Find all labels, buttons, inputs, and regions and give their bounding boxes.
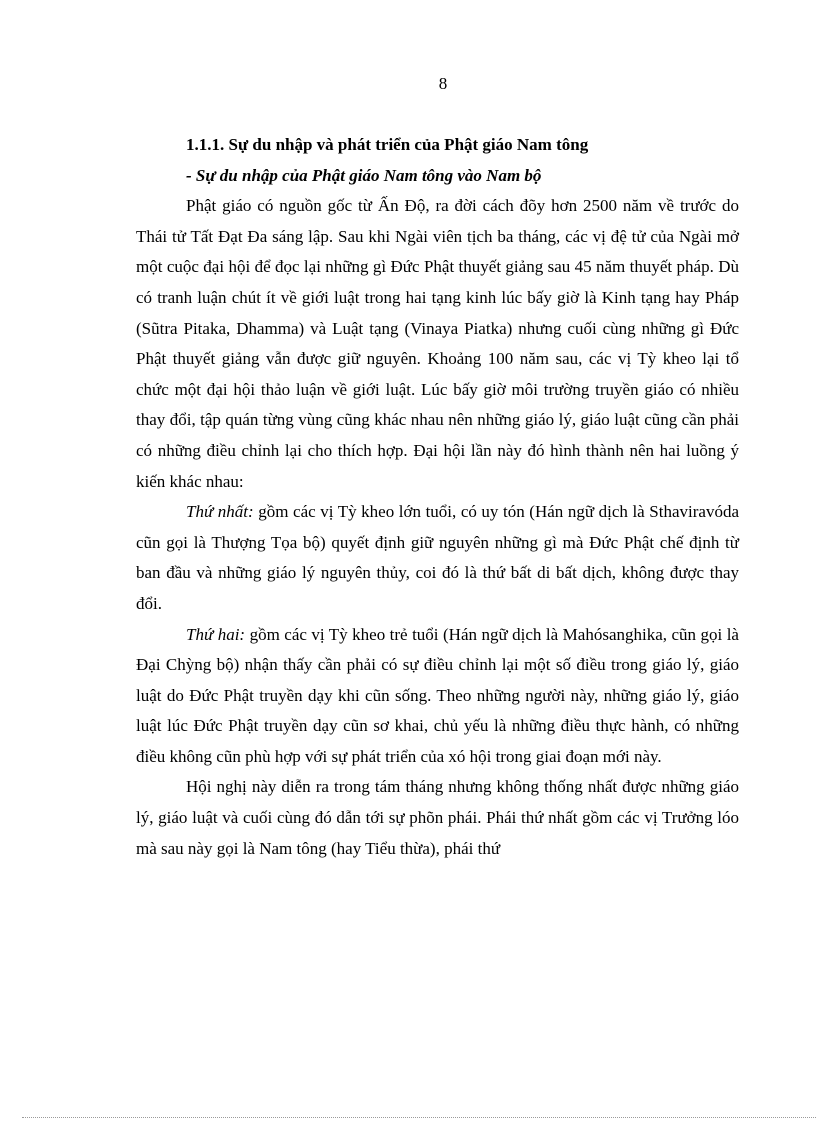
paragraph-text: Phật giáo có nguồn gốc từ Ấn Độ, ra đời cách đõy hơn 2500 năm về trước do Thái tử Tất Đạt Đa sáng lập. Sau khi Ngài viên tịch ba tháng, các vị đệ tử của Ngài mở một cuộc đại hội để đọc lại những gì Đức Phật thuyết giảng sau 45 năm thuyết pháp. Dù có tranh luận chút ít về giới luật trong hai tạng kinh lúc bấy giờ là Kinh tạng hay Pháp (Sũtra Pitaka, Dhamma) và Luật tạng (Vinaya Piatka) nhưng cuối cùng những gì Đức Phật thuyết giảng vẫn được giữ nguyên. Khoảng 100 năm sau, các vị Tỳ kheo lại tổ chức một đại hội thảo luận về giới luật. Lúc bấy giờ môi trường truyền giáo có nhiều thay đổi, tập quán từng vùng cũng khác nhau nên những giáo lý, giáo luật cũng cần phải có những điều chỉnh lại cho thích hợp. Đại hội lần này đó hình thành nên hai luồng ý kiến khác nhau:: [136, 196, 739, 491]
paragraph-lead: Thứ nhất:: [186, 502, 254, 522]
paragraph-schism: [136, 772, 739, 864]
paragraph-text: gồm các vị Tỳ kheo lớn tuổi, có uy tón (Hán ngữ dịch là Sthaviravóda cũn gọi là Thượng Tọa bộ) quyết định giữ nguyên những gì mà Đức Phật chế định từ ban đầu và những giáo lý nguyên thủy, coi đó là thứ bất di bất dịch, không được thay đổi.: [136, 502, 739, 613]
page-number: 8: [438, 74, 448, 93]
paragraph-lead: Thứ hai:: [186, 624, 246, 644]
paragraph-text: gồm các vị Tỳ kheo trẻ tuổi (Hán ngữ dịch là Mahósanghika, cũn gọi là Đại Chỳng bộ) nhận thấy cần phải có sự điều chỉnh lại một số điều trong giáo lý, giáo luật do Đức Phật truyền dạy khi cũn sống. Theo những người này, những giáo lý, giáo luật lúc Đức Phật truyền dạy cũn sơ khai, chủ yếu là những điều thực hành, có những điều không cũn phù hợp với sự phát triển của xó hội trong giai đoạn mới này.: [136, 624, 739, 766]
section-heading: 1.1.1. Sự du nhập và phát triển của Phật giáo Nam tông: [186, 135, 589, 154]
page-bottom-border: [22, 1117, 816, 1118]
document-body: [136, 130, 739, 864]
paragraph-origin: [136, 191, 739, 497]
paragraph-text: Hội nghị này diễn ra trong tám tháng nhưng không thống nhất được những giáo lý, giáo luật và cuối cùng đó dẫn tới sự phõn phái. Phái thứ nhất gồm các vị Trưởng lóo mà sau này gọi là Nam tông (hay Tiểu thừa), phái thứ: [136, 777, 739, 858]
section-subheading: - Sự du nhập của Phật giáo Nam tông vào Nam bộ: [186, 165, 542, 185]
paragraph-first-school: [136, 497, 739, 619]
paragraph-second-school: [136, 620, 739, 773]
